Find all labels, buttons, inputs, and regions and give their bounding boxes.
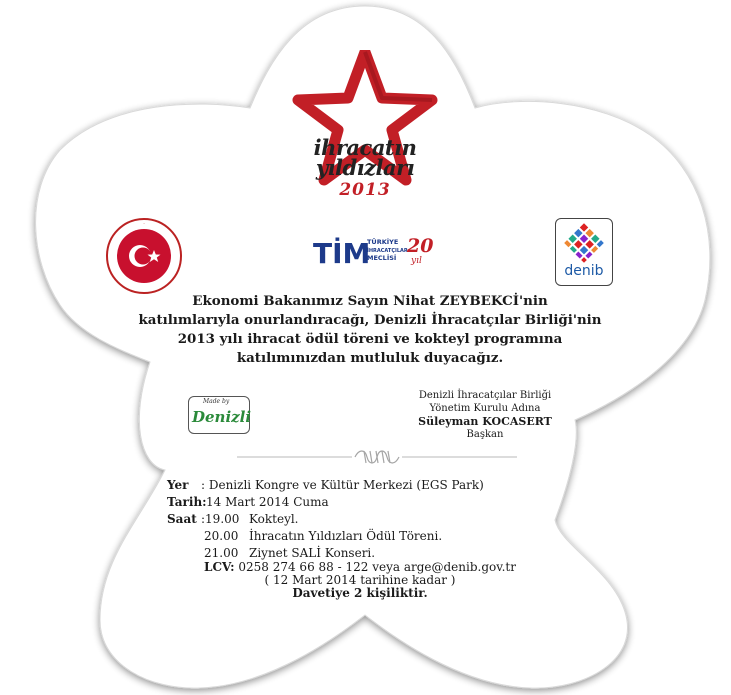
schedule-event: Kokteyl. xyxy=(249,512,299,526)
signature-org: Denizli İhracatçılar Birliği xyxy=(418,390,552,401)
denib-label: denib xyxy=(564,263,604,279)
schedule-time: 21.00 xyxy=(204,546,239,560)
date-row xyxy=(167,494,547,511)
invitation-line: 2013 yılı ihracat ödül töreni ve kokteyl programına xyxy=(177,331,563,347)
denib-logo xyxy=(555,218,613,286)
svg-text:.: . xyxy=(143,220,145,226)
schedule-time: 20.00 xyxy=(204,529,239,543)
invitation-line: Ekonomi Bakanımız Sayın Nihat ZEYBEKCİ'nin xyxy=(192,293,548,309)
rsvp-deadline: ( 12 Mart 2014 tarihine kadar ) xyxy=(264,573,456,587)
signature-name: Süleyman KOCASERT xyxy=(418,415,552,428)
flourish-icon xyxy=(355,451,399,463)
made-by-word: Denizli xyxy=(192,408,252,426)
time-row xyxy=(167,511,547,528)
time-label: Saat xyxy=(167,512,197,526)
event-details xyxy=(167,477,547,562)
date-value: 14 Mart 2014 Cuma xyxy=(206,495,329,509)
place-label: Yer xyxy=(167,478,189,492)
svg-text:20: 20 xyxy=(407,235,434,257)
signature-role: Yönetim Kurulu Adına xyxy=(429,403,541,414)
invitation-text xyxy=(120,292,620,368)
invitation-line: katılımınızdan mutluluk duyacağız. xyxy=(236,350,504,366)
schedule-row xyxy=(167,528,547,545)
svg-text:MECLİSİ: MECLİSİ xyxy=(367,254,397,262)
svg-text:İHRACATÇILAR: İHRACATÇILAR xyxy=(367,248,408,254)
logo-year: 2013 xyxy=(339,180,391,200)
rsvp-block xyxy=(155,561,565,600)
rsvp-contact: 0258 274 66 88 - 122 veya arge@denib.gov.tr xyxy=(238,560,516,574)
ministry-seal-logo xyxy=(104,216,184,296)
schedule-event: İhracatın Yıldızları Ödül Töreni. xyxy=(249,529,443,543)
logo-title-line1: ihracatın xyxy=(313,135,417,160)
rsvp-label: LCV: xyxy=(204,560,235,574)
rsvp-note: Davetiye 2 kişiliktir. xyxy=(292,586,428,600)
signature-block xyxy=(385,389,585,441)
date-label: Tarih: xyxy=(167,495,207,509)
made-by-small: Made by xyxy=(203,398,230,405)
place-value: : Denizli Kongre ve Kültür Merkezi (EGS Park) xyxy=(201,478,484,492)
schedule-time: :19.00 xyxy=(201,512,240,526)
place-row xyxy=(167,477,547,494)
svg-text:yıl: yıl xyxy=(411,256,422,266)
ornamental-divider xyxy=(237,447,517,467)
tim-logo xyxy=(311,230,441,270)
made-by-denizli-logo xyxy=(188,396,250,434)
svg-text:TÜRKİYE: TÜRKİYE xyxy=(367,238,399,246)
tim-letters: TİM xyxy=(313,237,371,270)
logo-title-line2: yıldızları xyxy=(315,155,415,180)
schedule-event: Ziynet SALİ Konseri. xyxy=(249,546,376,560)
invitation-line: katılımlarıyla onurlandıracağı, Denizli İhracatçılar Birliği'nin xyxy=(138,312,602,328)
signature-title: Başkan xyxy=(466,429,504,440)
